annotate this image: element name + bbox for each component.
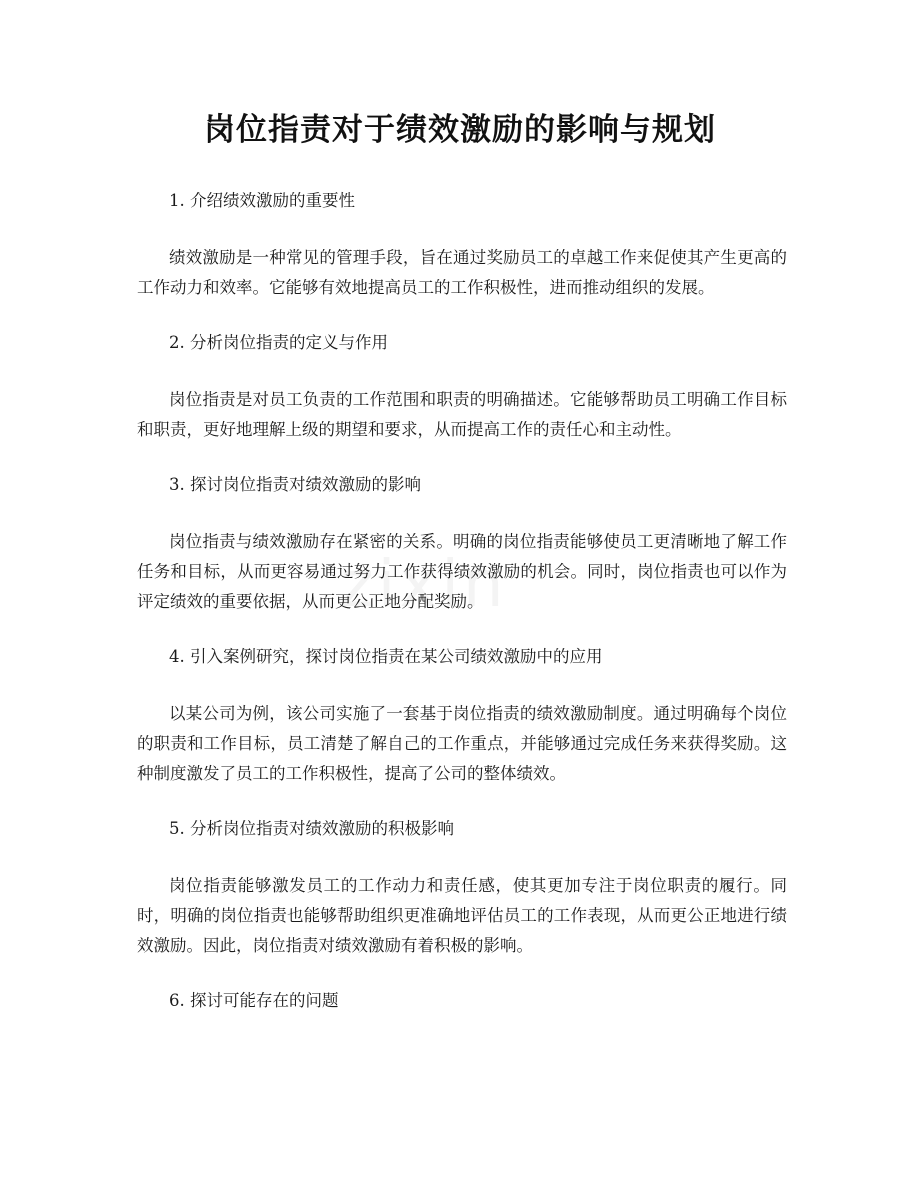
section-2 [137,328,787,470]
section-1 [137,186,787,328]
section-4 [137,642,787,814]
section-heading: 2. 分析岗位指责的定义与作用 [169,333,388,352]
section-paragraph: 绩效激励是一种常见的管理手段，旨在通过奖励员工的卓越工作来促使其产生更高的工作动力和效率。它能够有效地提高员工的工作积极性，进而推动组织的发展。 [137,248,787,297]
section-5 [137,814,787,986]
section-paragraph: 岗位指责能够激发员工的工作动力和责任感，使其更加专注于岗位职责的履行。同时，明确的岗位指责也能够帮助组织更准确地评估员工的工作表现，从而更公正地进行绩效激励。因此，岗位指责对绩效激励有着积极的影响。 [137,876,787,955]
section-paragraph: 岗位指责是对员工负责的工作范围和职责的明确描述。它能够帮助员工明确工作目标和职责，更好地理解上级的期望和要求，从而提高工作的责任心和主动性。 [137,390,787,439]
section-heading: 1. 介绍绩效激励的重要性 [169,191,355,210]
section-6 [137,986,787,1016]
document-body [137,186,787,1016]
section-paragraph: 以某公司为例，该公司实施了一套基于岗位指责的绩效激励制度。通过明确每个岗位的职责和工作目标，员工清楚了解自己的工作重点，并能够通过完成任务来获得奖励。这种制度激发了员工的工作积极性，提高了公司的整体绩效。 [137,704,787,783]
section-heading: 6. 探讨可能存在的问题 [169,991,339,1010]
section-heading: 3. 探讨岗位指责对绩效激励的影响 [169,475,421,494]
section-3 [137,470,787,642]
section-paragraph: 岗位指责与绩效激励存在紧密的关系。明确的岗位指责能够使员工更清晰地了解工作任务和目标，从而更容易通过努力工作获得绩效激励的机会。同时，岗位指责也可以作为评定绩效的重要依据，从而更公正地分配奖励。 [137,532,787,611]
page-title: 岗位指责对于绩效激励的影响与规划 [204,112,716,148]
section-heading: 4. 引入案例研究，探讨岗位指责在某公司绩效激励中的应用 [169,647,603,666]
section-heading: 5. 分析岗位指责对绩效激励的积极影响 [169,819,454,838]
